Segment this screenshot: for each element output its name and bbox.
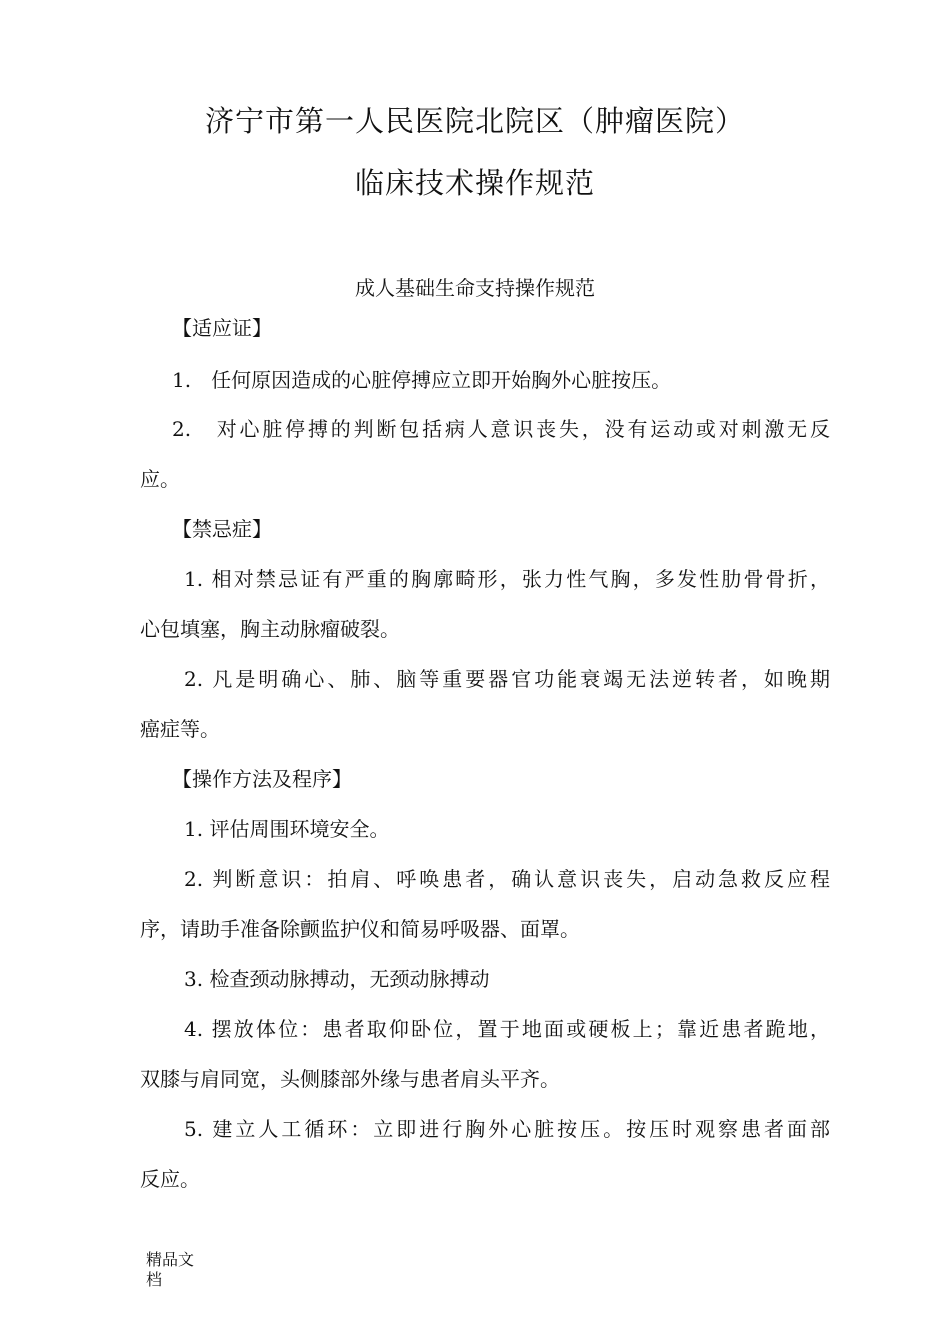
method-item-5: 5. 建立人工循环：立即进行胸外心脏按压。按压时观察患者面部	[184, 1117, 830, 1141]
method-item-4: 4. 摆放体位：患者取仰卧位，置于地面或硬板上；靠近患者跪地，	[184, 1017, 830, 1041]
method-heading: 【操作方法及程序】	[172, 767, 352, 791]
contraindications-heading: 【禁忌症】	[172, 517, 272, 541]
contraindication-item-1-cont: 心包填塞，胸主动脉瘤破裂。	[140, 617, 400, 641]
footer-watermark: 精品文档	[146, 1250, 195, 1289]
method-item-3: 3. 检查颈动脉搏动，无颈动脉搏动	[184, 967, 490, 991]
indication-item-2: 2. 对心脏停搏的判断包括病人意识丧失，没有运动或对刺激无反	[172, 417, 830, 441]
method-item-1: 1. 评估周围环境安全。	[184, 817, 390, 841]
indications-heading: 【适应证】	[172, 316, 272, 340]
contraindication-item-2-cont: 癌症等。	[140, 717, 220, 741]
method-item-2-cont: 序，请助手准备除颤监护仪和简易呼吸器、面罩。	[140, 917, 580, 941]
contraindication-item-1: 1. 相对禁忌证有严重的胸廓畸形，张力性气胸，多发性肋骨骨折，	[184, 567, 830, 591]
section-subtitle: 成人基础生命支持操作规范	[355, 276, 595, 300]
contraindication-item-2: 2. 凡是明确心、肺、脑等重要器官功能衰竭无法逆转者，如晚期	[184, 667, 830, 691]
method-item-4-cont: 双膝与肩同宽，头侧膝部外缘与患者肩头平齐。	[140, 1067, 560, 1091]
indication-item-2-cont: 应。	[140, 467, 180, 491]
method-item-2: 2. 判断意识：拍肩、呼唤患者，确认意识丧失，启动急救反应程	[184, 867, 830, 891]
document-title-line-2: 临床技术操作规范	[354, 166, 595, 200]
indication-item-1: 1. 任何原因造成的心脏停搏应立即开始胸外心脏按压。	[172, 368, 672, 392]
document-title: 济宁市第一人民医院北院区（肿瘤医院）	[204, 104, 745, 138]
method-item-5-cont: 反应。	[140, 1167, 200, 1191]
